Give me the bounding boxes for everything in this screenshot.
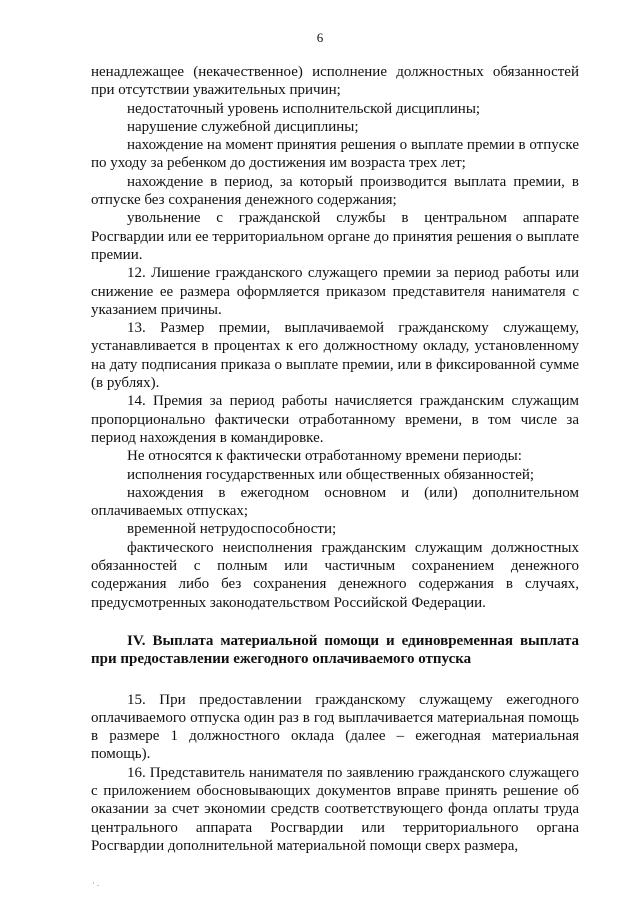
paragraph-excluded-period-1: исполнения государственных или общественных обязанностей; <box>127 466 535 483</box>
paragraph-14: 14. Премия за период работы начисляется гражданским служащим пропорционально фактически отработанному времени, в том числе за период нахождения в командировке. <box>91 393 579 446</box>
paragraph-bonus-ground-1: ненадлежащее (некачественное) исполнение должностных обязанностей при отсутствии уважительных причин; <box>91 64 579 99</box>
paragraph-bonus-ground-6: увольнение с гражданской службы в центральном аппарате Росгвардии или ее территориальном органе до принятия решения о выплате премии. <box>91 210 579 263</box>
paragraph-excluded-period-3: временной нетрудоспособности; <box>127 521 337 538</box>
scan-artifact: ·. <box>92 878 102 888</box>
paragraph-bonus-ground-4: нахождение на момент принятия решения о выплате премии в отпуске по уходу за ребенком до достижения им возраста трех лет; <box>91 137 579 172</box>
paragraph-bonus-ground-2: недостаточный уровень исполнительской дисциплины; <box>127 100 481 117</box>
paragraph-13: 13. Размер премии, выплачиваемой гражданскому служащему, устанавливается в процентах к его должностному окладу, установленному на дату подписания приказа о выплате премии, или в фиксированной сумме (в рублях). <box>91 320 579 392</box>
document-body <box>91 63 579 855</box>
paragraph-excluded-period-2: нахождения в ежегодном основном и (или) дополнительном оплачиваемых отпусках; <box>91 484 579 520</box>
paragraph-12: 12. Лишение гражданского служащего премии за период работы или снижение ее размера оформляется приказом представителя нанимателя с указанием причины. <box>91 265 579 318</box>
paragraph-15: 15. При предоставлении гражданскому служащему ежегодного оплачиваемого отпуска один раз в год выплачивается материальная помощь в размере 1 должностного оклада (далее – ежегодная материальная помощь). <box>91 691 579 763</box>
paragraph-excluded-period-4: фактического неисполнения гражданским служащим должностных обязанностей с полным или частичным сохранением денежного содержания либо без сохранения денежного содержания в случаях, предусмотренных законодательством Российской Федерации. <box>91 539 579 611</box>
paragraph-bonus-ground-5: нахождение в период, за который производится выплата премии, в отпуске без сохранения денежного содержания; <box>91 173 579 209</box>
paragraph-excluded-periods-intro: Не относятся к фактически отработанному времени периоды: <box>127 448 522 465</box>
paragraph-bonus-ground-3: нарушение служебной дисциплины; <box>127 118 359 135</box>
paragraph-16: 16. Представитель нанимателя по заявлению гражданского служащего с приложением обосновывающих документов вправе принять решение об оказании за счет экономии средств соответствующего фонда оплаты труда центрального аппарата Росгвардии или территориального органа Росгвардии дополнительной материальной помощи сверх размера, <box>91 764 579 854</box>
page-number: 6 <box>316 30 324 45</box>
section-heading: IV. Выплата материальной помощи и единовременная выплата при предоставлении ежегодного оплачиваемого отпуска <box>91 632 579 668</box>
